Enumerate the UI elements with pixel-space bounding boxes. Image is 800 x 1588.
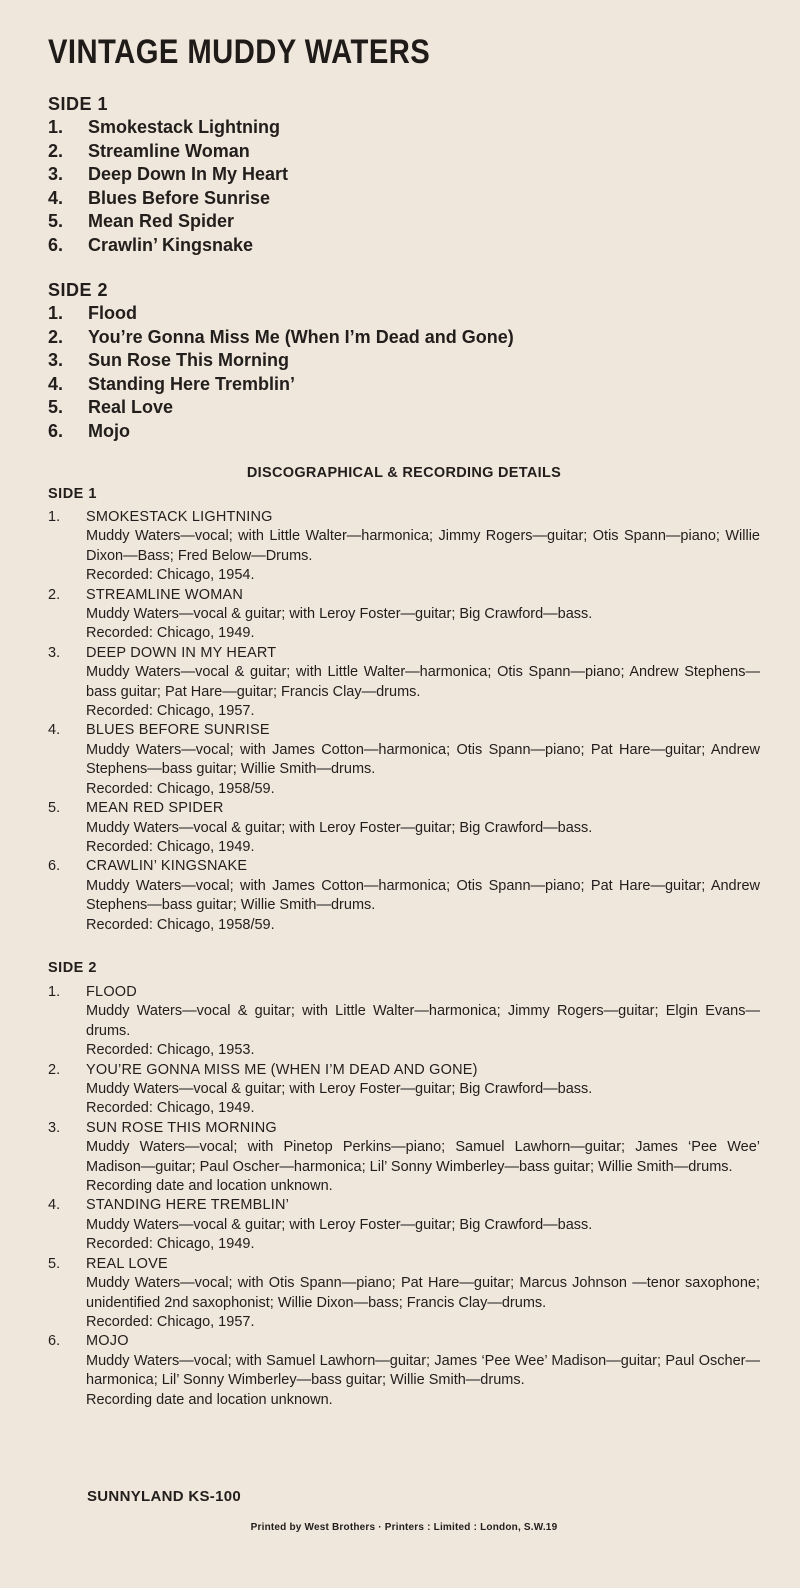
details-entry	[48, 721, 760, 799]
track-number: 4.	[48, 187, 64, 208]
details-entry	[48, 1119, 760, 1197]
track-item	[48, 163, 648, 187]
details-side-1-heading: SIDE 1	[48, 486, 97, 502]
track-item	[48, 420, 648, 444]
entry-recorded: Recorded: Chicago, 1954.	[86, 567, 255, 584]
entry-personnel: Muddy Waters—vocal & guitar; with Leroy Foster—guitar; Big Crawford—bass.	[86, 1081, 593, 1098]
track-title: Crawlin’ Kingsnake	[88, 234, 254, 255]
entry-recorded: Recorded: Chicago, 1953.	[86, 1042, 255, 1059]
track-title: Sun Rose This Morning	[88, 350, 289, 370]
track-number: 5.	[48, 397, 64, 417]
entry-recorded: Recorded: Chicago, 1957.	[86, 703, 255, 720]
track-title: Deep Down In My Heart	[88, 164, 289, 184]
entry-number: 5.	[48, 1255, 61, 1272]
track-item	[48, 373, 648, 397]
entry-number: 3.	[48, 1119, 61, 1136]
track-item	[48, 302, 648, 326]
track-number: 6.	[48, 420, 64, 441]
entry-title: BLUES BEFORE SUNRISE	[86, 722, 270, 739]
track-number: 3.	[48, 350, 64, 370]
entry-personnel: Muddy Waters—vocal & guitar; with Leroy Foster—guitar; Big Crawford—bass.	[86, 606, 593, 623]
entry-title: SUN ROSE THIS MORNING	[86, 1119, 277, 1136]
entry-title: MOJO	[86, 1333, 129, 1350]
entry-personnel: Muddy Waters—vocal; with James Cotton—harmonica; Otis Spann—piano; Pat Hare—guitar; Andrew Stephens—bass guitar; Willie Smith—drums.	[86, 877, 760, 914]
entry-recorded: Recorded: Chicago, 1957.	[86, 1313, 255, 1330]
track-number: 1.	[48, 303, 64, 323]
track-title: You’re Gonna Miss Me (When I’m Dead and Gone)	[88, 326, 514, 347]
details-entry	[48, 508, 760, 586]
entry-personnel: Muddy Waters—vocal & guitar; with Little Walter—harmonica; Jimmy Rogers—guitar; Elgin Evans—drums.	[86, 1003, 760, 1039]
details-entry	[48, 1332, 760, 1410]
track-number: 5.	[48, 211, 64, 231]
track-title: Mojo	[88, 420, 130, 441]
entry-title: FLOOD	[86, 984, 137, 1000]
side-1-heading: SIDE 1	[48, 94, 109, 114]
track-item	[48, 116, 648, 140]
entry-number: 1.	[48, 984, 61, 1000]
track-number: 2.	[48, 326, 64, 347]
details-side-2-list	[48, 983, 760, 1410]
track-item	[48, 234, 648, 258]
track-title: Smokestack Lightning	[88, 117, 281, 137]
entry-number: 4.	[48, 722, 61, 739]
details-entry	[48, 857, 760, 935]
details-entry	[48, 983, 760, 1061]
track-title: Streamline Woman	[88, 140, 250, 161]
side-2-heading: SIDE 2	[48, 280, 109, 300]
entry-number: 4.	[48, 1197, 61, 1214]
entry-recorded: Recorded: Chicago, 1949.	[86, 1100, 255, 1117]
side-2-track-list	[48, 302, 648, 443]
entry-personnel: Muddy Waters—vocal & guitar; with Little Walter—harmonica; Otis Spann—piano; Andrew Stephens—bass guitar; Pat Hare—guitar; Francis Clay—drums.	[86, 664, 760, 700]
details-entry	[48, 799, 760, 857]
entry-title: YOU’RE GONNA MISS ME (WHEN I’M DEAD AND GONE)	[86, 1061, 478, 1078]
track-item	[48, 210, 648, 234]
track-item	[48, 140, 648, 164]
entry-personnel: Muddy Waters—vocal; with Little Walter—harmonica; Jimmy Rogers—guitar; Otis Spann—piano; Willie Dixon—Bass; Fred Below—Drums.	[86, 528, 760, 564]
details-entry	[48, 644, 760, 722]
entry-recorded: Recording date and location unknown.	[86, 1178, 333, 1195]
track-title: Mean Red Spider	[88, 211, 235, 231]
side-1-track-list	[48, 116, 648, 257]
entry-title: STREAMLINE WOMAN	[86, 586, 244, 603]
entry-recorded: Recorded: Chicago, 1958/59.	[86, 780, 275, 797]
details-entry	[48, 1196, 760, 1254]
entry-personnel: Muddy Waters—vocal; with Pinetop Perkins—piano; Samuel Lawhorn—guitar; James ‘Pee Wee’ Madison—guitar; Paul Oscher—harmonica; Lil’ Sonny Wimberley—bass guitar; Willie Smith—drums.	[86, 1139, 760, 1175]
entry-personnel: Muddy Waters—vocal; with Otis Spann—piano; Pat Hare—guitar; Marcus Johnson —tenor saxophone; unidentified 2nd saxophonist; Willie Dixon—bass; Francis Clay—drums.	[86, 1275, 760, 1311]
details-side-1-list	[48, 508, 760, 935]
entry-recorded: Recorded: Chicago, 1949.	[86, 1236, 255, 1253]
entry-recorded: Recorded: Chicago, 1949.	[86, 838, 255, 855]
track-title: Real Love	[88, 397, 174, 417]
entry-recorded: Recorded: Chicago, 1958/59.	[86, 916, 275, 933]
details-entry	[48, 1061, 760, 1119]
entry-personnel: Muddy Waters—vocal & guitar; with Leroy Foster—guitar; Big Crawford—bass.	[86, 819, 593, 836]
track-number: 4.	[48, 373, 64, 394]
printer-credit: Printed by West Brothers · Printers : Limited : London, S.W.19	[250, 1522, 558, 1533]
track-item	[48, 396, 648, 420]
entry-number: 1.	[48, 509, 61, 525]
details-entry	[48, 586, 760, 644]
catalog-number: SUNNYLAND KS-100	[87, 1488, 241, 1505]
entry-title: SMOKESTACK LIGHTNING	[86, 509, 273, 525]
track-title: Standing Here Tremblin’	[88, 373, 296, 394]
entry-personnel: Muddy Waters—vocal; with James Cotton—harmonica; Otis Spann—piano; Pat Hare—guitar; Andrew Stephens—bass guitar; Willie Smith—drums.	[86, 741, 760, 778]
track-number: 2.	[48, 140, 64, 161]
details-side-2-heading: SIDE 2	[48, 960, 97, 976]
entry-recorded: Recorded: Chicago, 1949.	[86, 625, 255, 642]
entry-personnel: Muddy Waters—vocal & guitar; with Leroy Foster—guitar; Big Crawford—bass.	[86, 1216, 593, 1233]
entry-number: 2.	[48, 586, 61, 603]
entry-title: REAL LOVE	[86, 1255, 168, 1272]
entry-title: MEAN RED SPIDER	[86, 800, 224, 817]
entry-title: STANDING HERE TREMBLIN’	[86, 1197, 290, 1214]
album-title: VINTAGE MUDDY WATERS	[48, 33, 431, 71]
track-title: Flood	[88, 303, 137, 323]
entry-number: 2.	[48, 1061, 61, 1078]
track-title: Blues Before Sunrise	[88, 187, 271, 208]
entry-title: CRAWLIN’ KINGSNAKE	[86, 858, 248, 875]
track-item	[48, 187, 648, 211]
track-number: 1.	[48, 117, 64, 137]
track-number: 6.	[48, 234, 64, 255]
entry-number: 3.	[48, 644, 61, 661]
entry-title: DEEP DOWN IN MY HEART	[86, 644, 277, 661]
entry-recorded: Recording date and location unknown.	[86, 1391, 333, 1408]
details-entry	[48, 1255, 760, 1333]
entry-personnel: Muddy Waters—vocal; with Samuel Lawhorn—guitar; James ‘Pee Wee’ Madison—guitar; Paul Oscher—harmonica; Lil’ Sonny Wimberley—bass guitar; Willie Smith—drums.	[86, 1352, 760, 1389]
track-item	[48, 349, 648, 373]
entry-number: 5.	[48, 800, 61, 817]
track-number: 3.	[48, 164, 64, 184]
entry-number: 6.	[48, 858, 61, 875]
entry-number: 6.	[48, 1333, 61, 1350]
details-heading: DISCOGRAPHICAL & RECORDING DETAILS	[246, 465, 562, 481]
track-item	[48, 326, 648, 350]
